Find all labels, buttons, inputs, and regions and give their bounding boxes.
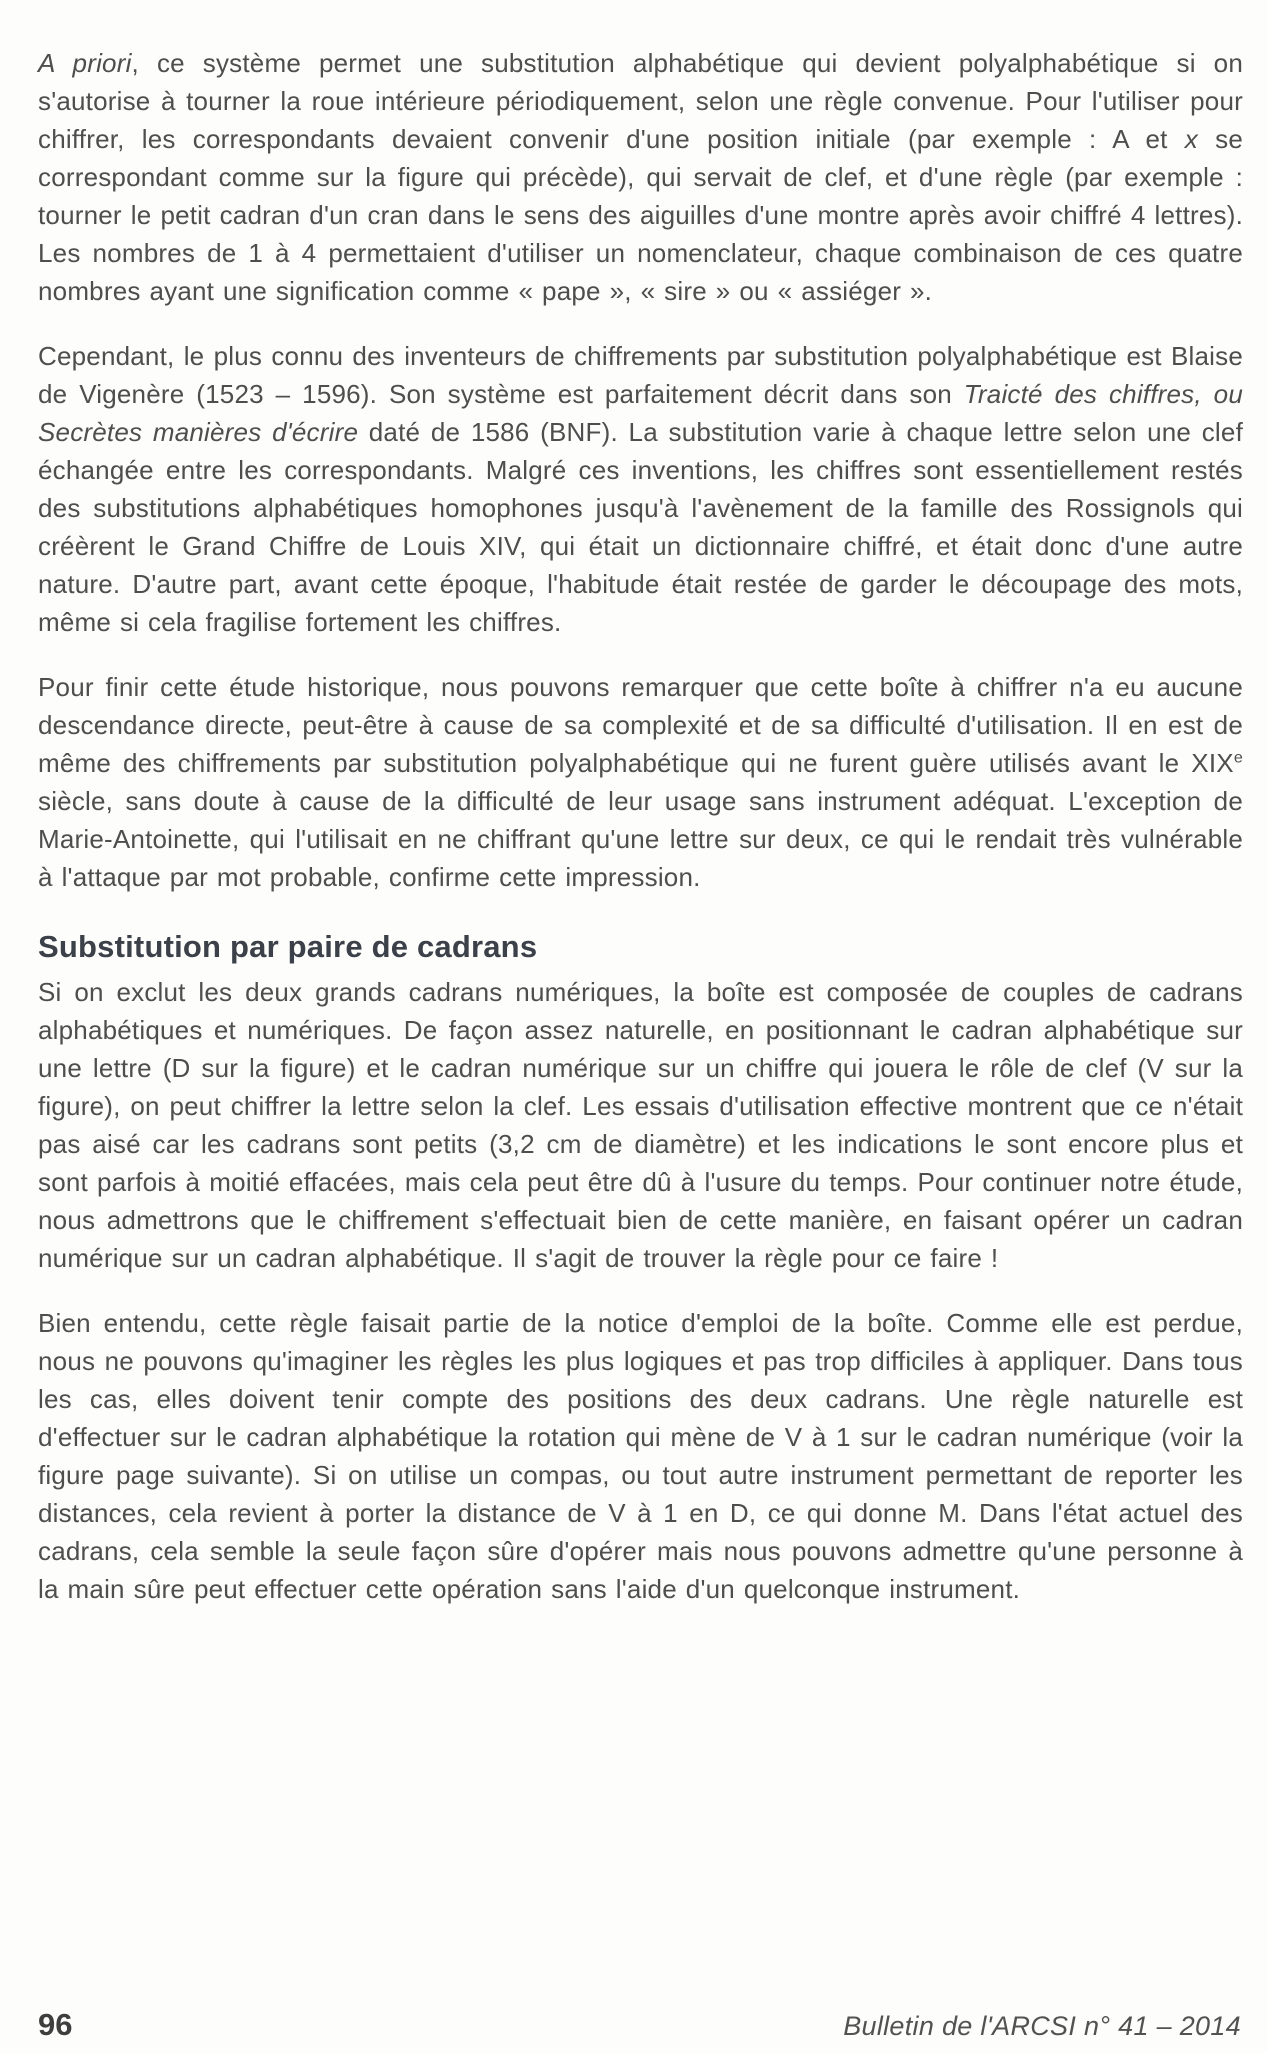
paragraph: Pour finir cette étude historique, nous pouvons remarquer que cette boîte à chiffrer n'a eu aucune descendance directe, peut-être à cause de sa complexité et de sa difficulté d'utilisation. Il en est de même des chiffrements par substitution polyalphabétique qui ne furent guère utilisés avant le XIXe siècle, sans doute à cause de la difficulté de leur usage sans instrument adéquat. L'exception de Marie-Antoinette, qui l'utilisait en ne chiffrant qu'une lettre sur deux, ce qui le rendait très vulnérable à l'attaque par mot probable, confirme cette impression. (38, 672, 1243, 892)
page-footer (38, 2007, 1241, 2043)
document-body (38, 44, 1243, 1608)
paragraph: Si on exclut les deux grands cadrans numériques, la boîte est composée de couples de cadrans alphabétiques et numériques. De façon assez naturelle, en positionnant le cadran alphabétique sur une lettre (D sur la figure) et le cadran numérique sur un chiffre qui jouera le rôle de clef (V sur la figure), on peut chiffrer la lettre selon la clef. Les essais d'utilisation effective montrent que ce n'était pas aisé car les cadrans sont petits (3,2 cm de diamètre) et les indications le sont encore plus et sont parfois à moitié effacées, mais cela peut être dû à l'usure du temps. Pour continuer notre étude, nous admettrons que le chiffrement s'effectuait bien de cette manière, en faisant opérer un cadran numérique sur un cadran alphabétique. Il s'agit de trouver la règle pour ce faire ! (38, 977, 1243, 1273)
section-heading: Substitution par paire de cadrans (38, 929, 538, 964)
paragraph: A priori, ce système permet une substitution alphabétique qui devient polyalphabétique si on s'autorise à tourner la roue intérieure périodiquement, selon une règle convenue. Pour l'utiliser pour chiffrer, les correspondants devaient convenir d'une position initiale (par exemple : A et x se correspondant comme sur la figure qui précède), qui servait de clef, et d'une règle (par exemple : tourner le petit cadran d'un cran dans le sens des aiguilles d'une montre après avoir chiffré 4 lettres). Les nombres de 1 à 4 permettaient d'utiliser un nomenclateur, chaque combinaison de ces quatre nombres ayant une signification comme « pape », « sire » ou « assiéger ». (38, 48, 1243, 306)
paragraph: Bien entendu, cette règle faisait partie de la notice d'emploi de la boîte. Comme elle est perdue, nous ne pouvons qu'imaginer les règles les plus logiques et pas trop difficiles à appliquer. Dans tous les cas, elles doivent tenir compte des positions des deux cadrans. Une règle naturelle est d'effectuer sur le cadran alphabétique la rotation qui mène de V à 1 sur le cadran numérique (voir la figure page suivante). Si on utilise un compas, ou tout autre instrument permettant de reporter les distances, cela revient à porter la distance de V à 1 en D, ce qui donne M. Dans l'état actuel des cadrans, cela semble la seule façon sûre d'opérer mais nous pouvons admettre qu'une personne à la main sûre peut effectuer cette opération sans l'aide d'un quelconque instrument. (38, 1308, 1243, 1604)
paragraph: Cependant, le plus connu des inventeurs de chiffrements par substitution polyalphabétique est Blaise de Vigenère (1523 – 1596). Son système est parfaitement décrit dans son Traicté des chiffres, ou Secrètes manières d'écrire daté de 1586 (BNF). La substitution varie à chaque lettre selon une clef échangée entre les correspondants. Malgré ces inventions, les chiffres sont essentiellement restés des substitutions alphabétiques homophones jusqu'à l'avènement de la famille des Rossignols qui créèrent le Grand Chiffre de Louis XIV, qui était un dictionnaire chiffré, et était donc d'une autre nature. D'autre part, avant cette époque, l'habitude était restée de garder le découpage des mots, même si cela fragilise fortement les chiffres. (38, 341, 1243, 637)
journal-reference: Bulletin de l'ARCSI n° 41 – 2014 (843, 2011, 1241, 2041)
page-number: 96 (38, 2007, 73, 2042)
